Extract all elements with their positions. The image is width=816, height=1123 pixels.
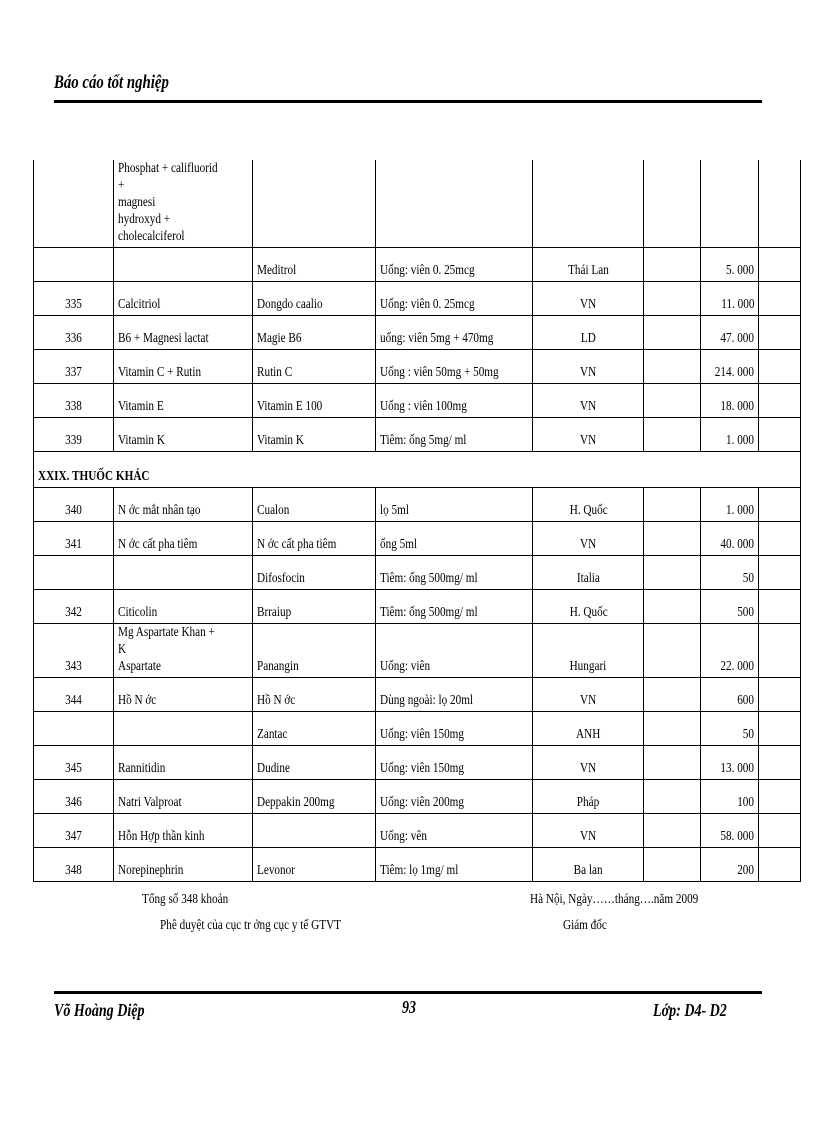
table-row <box>34 384 801 418</box>
class-label: Lớp: D4- D2 <box>653 1000 727 1020</box>
country-cell <box>533 814 644 848</box>
blank-cell <box>644 556 701 590</box>
header-rule <box>54 100 762 103</box>
blank-cell <box>759 678 801 712</box>
drug-table <box>33 160 801 882</box>
route-dosage-cell <box>376 522 533 556</box>
stt-cell <box>34 678 114 712</box>
country-cell <box>533 316 644 350</box>
table-row <box>34 814 801 848</box>
blank-cell <box>759 590 801 624</box>
active-ingredient-cell <box>114 678 253 712</box>
quantity-text: 13. 000 <box>720 761 755 776</box>
route-dosage-text: Uống: viên <box>380 659 431 674</box>
quantity-cell <box>701 780 759 814</box>
quantity-cell <box>701 624 759 678</box>
route-dosage-cell <box>376 488 533 522</box>
blank-cell <box>644 522 701 556</box>
table-row <box>34 780 801 814</box>
route-dosage-cell <box>376 678 533 712</box>
stt-cell <box>34 282 114 316</box>
country-cell <box>533 522 644 556</box>
brand-name-text: Deppakin 200mg <box>257 795 335 810</box>
quantity-text: 600 <box>737 693 755 708</box>
route-dosage-text: Dùng ngoài: lọ 20ml <box>380 693 474 708</box>
brand-name-text: Dudine <box>257 761 290 776</box>
quantity-text: 1. 000 <box>726 503 755 518</box>
brand-name-text: Vitamin E 100 <box>257 399 323 414</box>
stt-cell <box>34 316 114 350</box>
country-cell <box>533 848 644 882</box>
section-row <box>34 452 801 488</box>
active-ingredient-cell <box>114 522 253 556</box>
blank-cell <box>759 418 801 452</box>
stt-cell <box>34 590 114 624</box>
active-ingredient-text: N ớc mắt nhân tạo <box>118 503 201 518</box>
footer-rule <box>54 991 762 994</box>
stt-text: 345 <box>65 761 82 776</box>
active-ingredient-text: Vitamin K <box>118 433 165 448</box>
route-dosage-cell <box>376 712 533 746</box>
brand-name-text: Brraiup <box>257 605 292 620</box>
route-dosage-text: Uống: viên 0. 25mcg <box>380 263 475 278</box>
route-dosage-text: Uống : viên 100mg <box>380 399 467 414</box>
quantity-text: 1. 000 <box>726 433 755 448</box>
quantity-text: 200 <box>737 863 755 878</box>
route-dosage-cell <box>376 624 533 678</box>
quantity-text: 47. 000 <box>720 331 755 346</box>
route-dosage-text: lọ 5ml <box>380 503 409 518</box>
quantity-cell <box>701 350 759 384</box>
route-dosage-cell <box>376 282 533 316</box>
active-ingredient-cell <box>114 712 253 746</box>
table-row <box>34 522 801 556</box>
stt-text: 340 <box>65 503 82 518</box>
blank-cell <box>759 522 801 556</box>
stt-text: 335 <box>65 297 82 312</box>
active-ingredient-text: Norepinephrin <box>118 863 184 878</box>
country-cell <box>533 678 644 712</box>
blank-cell <box>644 678 701 712</box>
stt-text: 343 <box>65 659 82 674</box>
route-dosage-cell <box>376 248 533 282</box>
blank-cell <box>644 590 701 624</box>
brand-name-cell <box>253 712 376 746</box>
brand-name-text: Levonor <box>257 863 295 878</box>
brand-name-cell <box>253 316 376 350</box>
country-cell <box>533 624 644 678</box>
blank-cell <box>759 848 801 882</box>
blank-cell <box>759 316 801 350</box>
brand-name-text: Vitamin K <box>257 433 304 448</box>
brand-name-text: Meditrol <box>257 263 297 278</box>
blank-cell <box>759 746 801 780</box>
active-ingredient-text: B6 + Magnesi lactat <box>118 331 209 346</box>
country-cell <box>533 282 644 316</box>
country-cell <box>533 590 644 624</box>
route-dosage-text: Uống: viên 150mg <box>380 761 464 776</box>
active-ingredient-cell <box>114 814 253 848</box>
active-ingredient-text: Vitamin C + Rutin <box>118 365 202 380</box>
stt-text: 337 <box>65 365 82 380</box>
place-date: Hà Nội, Ngày……tháng….năm 2009 <box>530 892 699 907</box>
brand-name-cell <box>253 282 376 316</box>
active-ingredient-text: Rannitidin <box>118 761 166 776</box>
blank-cell <box>644 282 701 316</box>
route-dosage-cell <box>376 384 533 418</box>
director-title: Giám đốc <box>563 918 607 933</box>
brand-name-cell <box>253 780 376 814</box>
country-text: Thái Lan <box>567 263 609 278</box>
blank-cell <box>759 780 801 814</box>
brand-name-text: Difosfocin <box>257 571 305 586</box>
route-dosage-text: Tiêm: lọ 1mg/ ml <box>380 863 459 878</box>
brand-name-cell <box>253 522 376 556</box>
route-dosage-cell <box>376 160 533 248</box>
country-cell <box>533 248 644 282</box>
blank-cell <box>644 488 701 522</box>
table-row <box>34 316 801 350</box>
country-cell <box>533 556 644 590</box>
blank-cell <box>644 248 701 282</box>
stt-cell <box>34 418 114 452</box>
country-cell <box>533 160 644 248</box>
brand-name-text: Cualon <box>257 503 290 518</box>
brand-name-cell <box>253 624 376 678</box>
quantity-cell <box>701 488 759 522</box>
blank-cell <box>644 624 701 678</box>
brand-name-text: Magie B6 <box>257 331 302 346</box>
active-ingredient-text: Calcitriol <box>118 297 161 312</box>
section-heading <box>34 452 801 488</box>
blank-cell <box>644 780 701 814</box>
stt-text: 339 <box>65 433 82 448</box>
active-ingredient-cell <box>114 282 253 316</box>
quantity-cell <box>701 590 759 624</box>
table-row <box>34 488 801 522</box>
quantity-text: 11. 000 <box>721 297 755 312</box>
route-dosage-text: uống: viên 5mg + 470mg <box>380 331 494 346</box>
active-ingredient-cell <box>114 848 253 882</box>
active-ingredient-text: Hỗn Hợp thần kinh <box>118 829 205 844</box>
stt-cell <box>34 488 114 522</box>
blank-cell <box>644 350 701 384</box>
country-text: VN <box>580 365 597 380</box>
table-row <box>34 282 801 316</box>
route-dosage-cell <box>376 814 533 848</box>
active-ingredient-cell <box>114 316 253 350</box>
route-dosage-cell <box>376 556 533 590</box>
route-dosage-cell <box>376 316 533 350</box>
active-ingredient-cell <box>114 780 253 814</box>
country-text: Ba lan <box>573 863 603 878</box>
page-number: 93 <box>402 997 417 1017</box>
brand-name-text: Zantac <box>257 727 288 742</box>
route-dosage-text: Uống: vên <box>380 829 427 844</box>
total-count: Tổng số 348 khoản <box>142 892 229 907</box>
table-row <box>34 624 801 678</box>
table-row <box>34 418 801 452</box>
country-cell <box>533 350 644 384</box>
blank-cell <box>759 556 801 590</box>
active-ingredient-text: Phosphat + califluorid + magnesi hydroxyd + cholecalciferol <box>118 161 218 244</box>
active-ingredient-cell <box>114 590 253 624</box>
brand-name-cell <box>253 248 376 282</box>
quantity-text: 22. 000 <box>720 659 755 674</box>
route-dosage-text: Tiêm: ống 500mg/ ml <box>380 571 478 586</box>
active-ingredient-text: Natri Valproat <box>118 795 182 810</box>
route-dosage-text: Uống : viên 50mg + 50mg <box>380 365 499 380</box>
stt-cell <box>34 814 114 848</box>
stt-text: 347 <box>65 829 82 844</box>
quantity-cell <box>701 814 759 848</box>
brand-name-cell <box>253 418 376 452</box>
active-ingredient-cell <box>114 160 253 248</box>
stt-cell <box>34 780 114 814</box>
stt-cell <box>34 746 114 780</box>
brand-name-cell <box>253 814 376 848</box>
route-dosage-text: ống 5ml <box>380 537 418 552</box>
quantity-cell <box>701 418 759 452</box>
country-text: VN <box>580 297 597 312</box>
stt-cell <box>34 624 114 678</box>
country-cell <box>533 488 644 522</box>
active-ingredient-cell <box>114 384 253 418</box>
quantity-text: 500 <box>737 605 755 620</box>
blank-cell <box>644 418 701 452</box>
active-ingredient-text: Citicolin <box>118 605 158 620</box>
blank-cell <box>759 814 801 848</box>
table-row <box>34 678 801 712</box>
table-row <box>34 556 801 590</box>
author-name: Võ Hoàng Diệp <box>54 1000 145 1020</box>
brand-name-cell <box>253 556 376 590</box>
brand-name-cell <box>253 384 376 418</box>
brand-name-cell <box>253 488 376 522</box>
table-row <box>34 712 801 746</box>
active-ingredient-text: Vitamin E <box>118 399 164 414</box>
route-dosage-cell <box>376 746 533 780</box>
stt-text: 338 <box>65 399 82 414</box>
table-row <box>34 160 801 248</box>
brand-name-text: Hồ N ớc <box>257 693 296 708</box>
country-text: H. Quốc <box>569 605 608 620</box>
blank-cell <box>759 350 801 384</box>
route-dosage-text: Tiêm: ống 5mg/ ml <box>380 433 467 448</box>
quantity-cell <box>701 160 759 248</box>
country-text: VN <box>580 761 597 776</box>
active-ingredient-cell <box>114 624 253 678</box>
blank-cell <box>759 712 801 746</box>
country-text: Pháp <box>577 795 600 810</box>
stt-text: 342 <box>65 605 82 620</box>
stt-cell <box>34 848 114 882</box>
route-dosage-text: Tiêm: ống 500mg/ ml <box>380 605 478 620</box>
country-cell <box>533 780 644 814</box>
country-cell <box>533 712 644 746</box>
stt-cell <box>34 712 114 746</box>
brand-name-cell <box>253 350 376 384</box>
stt-cell <box>34 160 114 248</box>
blank-cell <box>759 282 801 316</box>
stt-cell <box>34 248 114 282</box>
quantity-cell <box>701 316 759 350</box>
blank-cell <box>644 746 701 780</box>
active-ingredient-cell <box>114 418 253 452</box>
blank-cell <box>759 624 801 678</box>
active-ingredient-text: Mg Aspartate Khan + K Aspartate <box>118 625 215 674</box>
route-dosage-cell <box>376 848 533 882</box>
quantity-text: 100 <box>737 795 755 810</box>
quantity-text: 40. 000 <box>720 537 755 552</box>
blank-cell <box>644 160 701 248</box>
active-ingredient-cell <box>114 556 253 590</box>
brand-name-cell <box>253 590 376 624</box>
blank-cell <box>644 316 701 350</box>
stt-text: 346 <box>65 795 82 810</box>
active-ingredient-cell <box>114 248 253 282</box>
blank-cell <box>759 488 801 522</box>
brand-name-text: Rutin C <box>257 365 293 380</box>
active-ingredient-text: N ớc cất pha tiêm <box>118 537 198 552</box>
blank-cell <box>644 384 701 418</box>
quantity-cell <box>701 522 759 556</box>
country-cell <box>533 746 644 780</box>
stt-text: 336 <box>65 331 82 346</box>
brand-name-cell <box>253 746 376 780</box>
route-dosage-text: Uống: viên 200mg <box>380 795 464 810</box>
country-text: LD <box>580 331 596 346</box>
quantity-cell <box>701 678 759 712</box>
stt-text: 344 <box>65 693 82 708</box>
quantity-cell <box>701 712 759 746</box>
stt-cell <box>34 522 114 556</box>
brand-name-cell <box>253 848 376 882</box>
blank-cell <box>759 248 801 282</box>
quantity-cell <box>701 248 759 282</box>
country-text: ANH <box>576 727 601 742</box>
blank-cell <box>759 384 801 418</box>
country-text: VN <box>580 537 597 552</box>
active-ingredient-cell <box>114 488 253 522</box>
table-row <box>34 848 801 882</box>
brand-name-cell <box>253 160 376 248</box>
route-dosage-cell <box>376 418 533 452</box>
country-text: Italia <box>576 571 600 586</box>
table-row <box>34 350 801 384</box>
approval-line: Phê duyệt của cục tr ởng cục y tế GTVT <box>160 918 342 933</box>
stt-cell <box>34 384 114 418</box>
brand-name-text: N ớc cất pha tiêm <box>257 537 337 552</box>
quantity-text: 5. 000 <box>726 263 755 278</box>
country-text: VN <box>580 433 597 448</box>
brand-name-cell <box>253 678 376 712</box>
blank-cell <box>644 848 701 882</box>
quantity-cell <box>701 746 759 780</box>
stt-cell <box>34 350 114 384</box>
country-cell <box>533 384 644 418</box>
table-row <box>34 590 801 624</box>
brand-name-text: Dongdo caalio <box>257 297 323 312</box>
quantity-cell <box>701 848 759 882</box>
quantity-text: 18. 000 <box>720 399 755 414</box>
blank-cell <box>644 712 701 746</box>
active-ingredient-cell <box>114 746 253 780</box>
quantity-cell <box>701 556 759 590</box>
quantity-text: 58. 000 <box>720 829 755 844</box>
stt-text: 348 <box>65 863 82 878</box>
route-dosage-text: Uống: viên 150mg <box>380 727 464 742</box>
stt-cell <box>34 556 114 590</box>
active-ingredient-cell <box>114 350 253 384</box>
report-title: Báo cáo tốt nghiệp <box>54 72 169 93</box>
country-text: H. Quốc <box>569 503 608 518</box>
table-row <box>34 248 801 282</box>
quantity-text: 214. 000 <box>715 365 755 380</box>
stt-text: 341 <box>65 537 82 552</box>
route-dosage-cell <box>376 350 533 384</box>
blank-cell <box>644 814 701 848</box>
quantity-text: 50 <box>743 571 755 586</box>
country-text: VN <box>580 693 597 708</box>
active-ingredient-text: Hồ N ớc <box>118 693 157 708</box>
table-row <box>34 746 801 780</box>
blank-cell <box>759 160 801 248</box>
quantity-cell <box>701 282 759 316</box>
country-text: VN <box>580 829 597 844</box>
section-heading-text: XXIX. THUỐC KHÁC <box>38 469 150 484</box>
country-text: VN <box>580 399 597 414</box>
route-dosage-cell <box>376 780 533 814</box>
brand-name-text: Panangin <box>257 659 299 674</box>
route-dosage-text: Uống: viên 0. 25mcg <box>380 297 475 312</box>
country-text: Hungari <box>569 659 607 674</box>
country-cell <box>533 418 644 452</box>
quantity-cell <box>701 384 759 418</box>
route-dosage-cell <box>376 590 533 624</box>
quantity-text: 50 <box>743 727 755 742</box>
